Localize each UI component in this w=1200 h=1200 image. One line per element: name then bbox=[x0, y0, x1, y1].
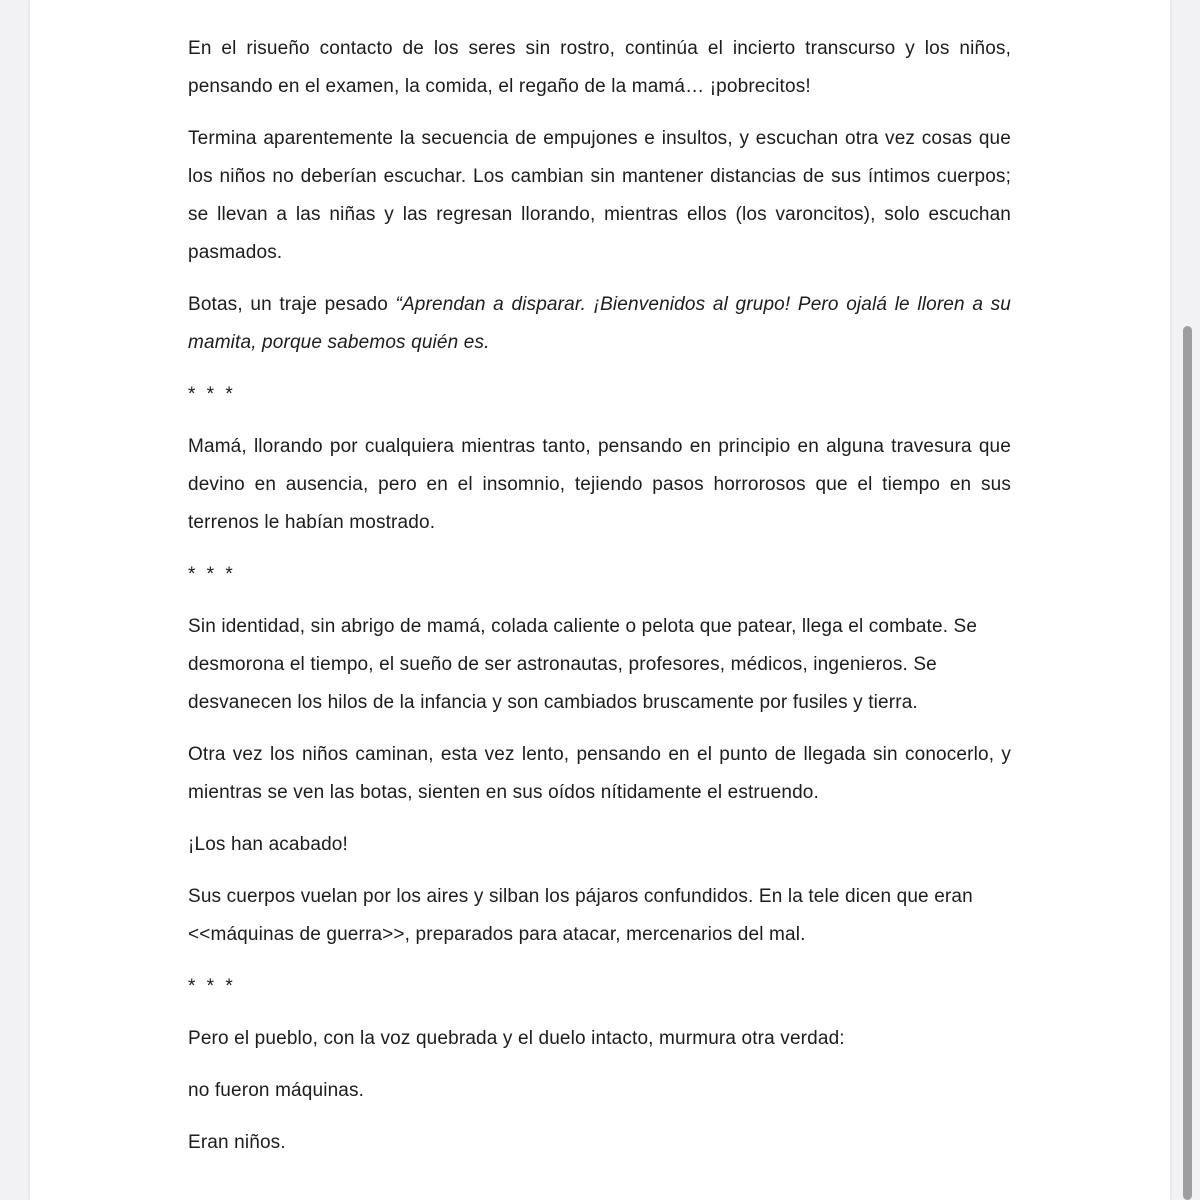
paragraph-8: Sus cuerpos vuelan por los aires y silban los pájaros confundidos. En la tele dicen que eran <<máquinas de guerra>>, preparados para atacar, mercenarios del mal. bbox=[188, 886, 973, 945]
paragraph-6: Otra vez los niños caminan, esta vez lento, pensando en el punto de llegada sin conocerlo, y mientras se ven las botas, sienten en sus oídos nítidamente el estruendo. bbox=[188, 744, 1011, 803]
paragraph-2: Termina aparentemente la secuencia de empujones e insultos, y escuchan otra vez cosas que los niños no deberían escuchar. Los cambian sin mantener distancias de sus íntimos cuerpos; se llevan a las niñas y las regresan llorando, mientras ellos (los varoncitos), solo escuchan pasmados. bbox=[188, 128, 1011, 263]
document-body bbox=[188, 30, 1011, 1176]
section-separator: * * * bbox=[188, 564, 236, 585]
paragraph-7: ¡Los han acabado! bbox=[188, 834, 348, 855]
document-page bbox=[30, 0, 1170, 1200]
paragraph-3-plain: Botas, un traje pesado bbox=[188, 294, 396, 315]
section-separator: * * * bbox=[188, 976, 236, 997]
scrollbar-thumb[interactable] bbox=[1183, 326, 1192, 1200]
paragraph-1: En el risueño contacto de los seres sin rostro, continúa el incierto transcurso y los niños, pensando en el examen, la comida, el regaño de la mamá… ¡pobrecitos! bbox=[188, 38, 1011, 97]
paragraph-11: Eran niños. bbox=[188, 1132, 286, 1153]
paragraph-4: Mamá, llorando por cualquiera mientras tanto, pensando en principio en alguna travesura que devino en ausencia, pero en el insomnio, tejiendo pasos horrorosos que el tiempo en sus terrenos le habían mostrado. bbox=[188, 436, 1011, 533]
section-separator: * * * bbox=[188, 384, 236, 405]
vertical-scrollbar[interactable] bbox=[1170, 0, 1200, 1200]
paragraph-3 bbox=[188, 286, 1011, 362]
paragraph-10: no fueron máquinas. bbox=[188, 1080, 365, 1101]
paragraph-9: Pero el pueblo, con la voz quebrada y el duelo intacto, murmura otra verdad: bbox=[188, 1028, 845, 1049]
paragraph-5: Sin identidad, sin abrigo de mamá, colada caliente o pelota que patear, llega el combate. Se desmorona el tiempo, el sueño de ser astronautas, profesores, médicos, ingenieros. Se desvanecen los hilos de la infancia y son cambiados bruscamente por fusiles y tierra. bbox=[188, 616, 978, 713]
paragraph-3-italic: “Aprendan a disparar. ¡Bienvenidos al grupo! Pero ojalá le lloren a su mamita, porque sabemos quién es. bbox=[188, 294, 1011, 353]
